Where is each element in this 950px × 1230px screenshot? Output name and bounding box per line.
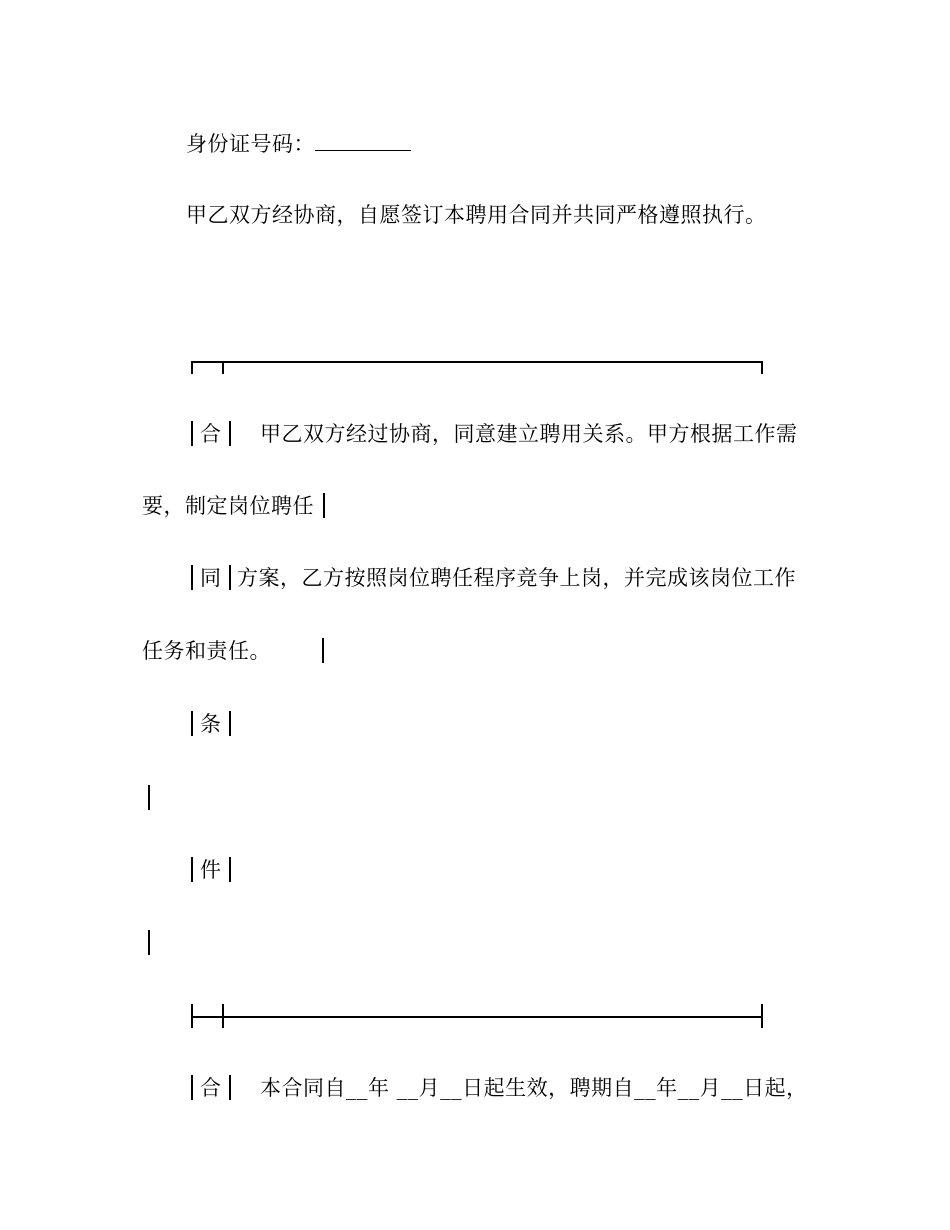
section1-line4: 任务和责任。 [142, 639, 271, 663]
section1-line1: 甲乙双方经过协商，同意建立聘用关系。甲方根据工作需 [260, 422, 798, 446]
side-char-4: 件 [200, 858, 221, 882]
intro-paragraph: 甲乙双方经协商，自愿签订本聘用合同并共同严格遵照执行。 [186, 203, 767, 227]
cell-border [229, 421, 231, 446]
cell-border [229, 857, 231, 882]
cell-border [322, 638, 324, 663]
cell-border [323, 493, 325, 518]
side-char-3: 条 [200, 712, 221, 736]
cell-border [229, 1075, 231, 1100]
cell-border [229, 565, 231, 590]
cell-border [148, 785, 150, 810]
section1-line3: 方案，乙方按照岗位聘任程序竞争上岗，并完成该岗位工作 [237, 566, 796, 590]
cell-border [191, 421, 193, 446]
side-char-5: 合 [200, 1076, 221, 1100]
side-char-2: 同 [200, 566, 221, 590]
id-number-line [186, 132, 411, 156]
id-number-blank [315, 132, 411, 151]
side-char-1: 合 [200, 422, 221, 446]
cell-border [191, 565, 193, 590]
cell-border [191, 1075, 193, 1100]
cell-border [229, 711, 231, 736]
section2-line1: 本合同自__年 __月__日起生效，聘期自__年__月__日起， [260, 1076, 808, 1100]
section1-line2: 要，制定岗位聘任 [142, 494, 314, 518]
id-number-label: 身份证号码： [186, 132, 315, 156]
cell-border [191, 711, 193, 736]
cell-border [148, 930, 150, 955]
cell-border [191, 857, 193, 882]
